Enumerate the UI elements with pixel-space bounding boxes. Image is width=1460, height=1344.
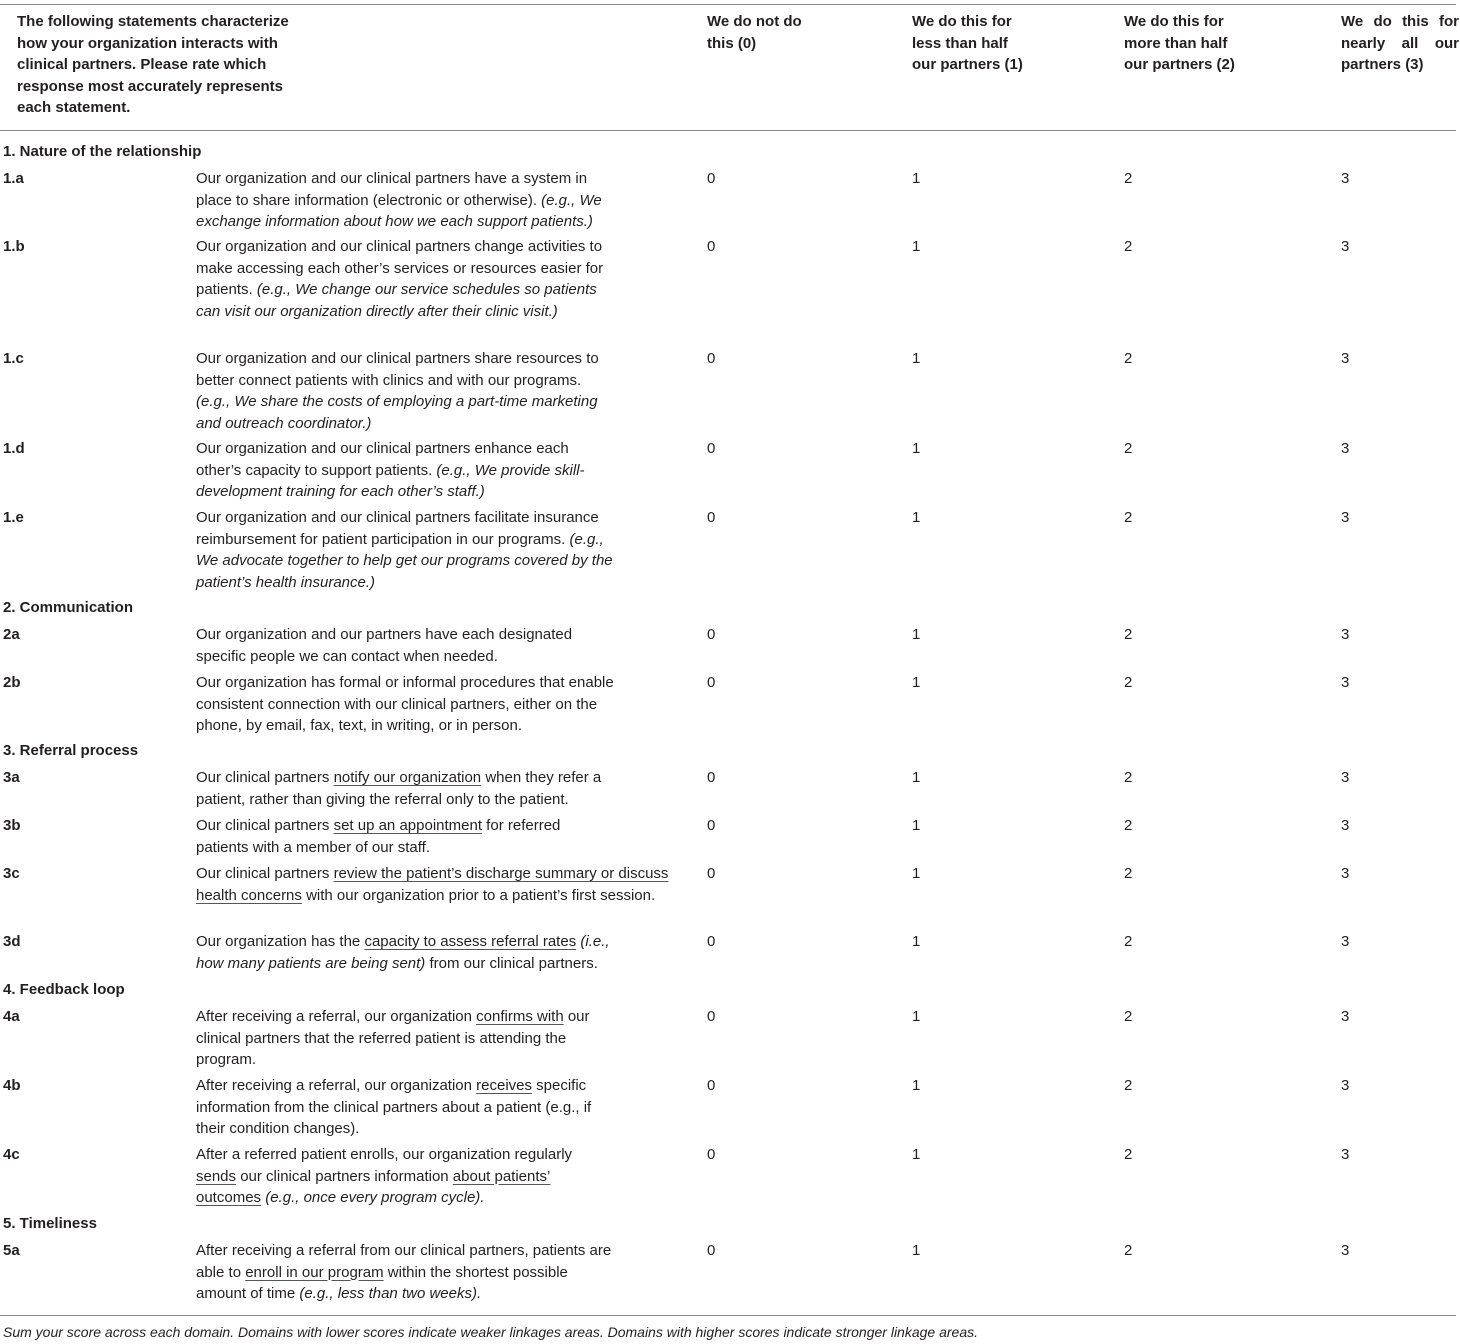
score-3-cell: 3 — [1341, 1242, 1350, 1259]
row-statement — [196, 438, 616, 503]
section-heading: 5. Timeliness — [3, 1215, 97, 1232]
row-id: 3c — [3, 865, 20, 882]
statement-text: when they refer a patient, rather than giving the referral only to the patient. — [196, 769, 602, 808]
statement-text: for referred patients with a member of our staff. — [196, 817, 561, 856]
row-id: 1.e — [3, 509, 24, 526]
score-0-cell: 0 — [707, 170, 716, 187]
statement-example: (e.g., less than two weeks). — [299, 1285, 482, 1302]
score-3-cell: 3 — [1341, 817, 1350, 834]
score-3-cell: 3 — [1341, 626, 1350, 643]
statement-text: Our organization and our clinical partners facilitate insurance reimbursement for patient participation in our programs. — [196, 509, 599, 548]
score-3-cell: 3 — [1341, 1077, 1350, 1094]
score-1-cell: 1 — [912, 1077, 921, 1094]
score-0-cell: 0 — [707, 350, 716, 367]
statement-text: Our organization and our clinical partners change activities to make accessing each other’s services or resources easier for patients. — [196, 238, 604, 298]
row-statement — [196, 863, 686, 906]
score-1-column-header: We do this for less than half our partners (1) — [912, 13, 1023, 73]
score-2-cell: 2 — [1124, 626, 1133, 643]
statement-text: Our organization and our partners have each designated specific people we can contact when needed. — [196, 626, 573, 665]
statement-emphasis: review the patient’s discharge summary or discuss health concerns — [196, 865, 669, 904]
statement-text: Our clinical partners — [196, 865, 334, 882]
score-0-cell: 0 — [707, 626, 716, 643]
score-1-cell: 1 — [912, 1242, 921, 1259]
row-statement — [196, 1144, 616, 1209]
score-0-cell: 0 — [707, 509, 716, 526]
score-2-cell: 2 — [1124, 170, 1133, 187]
statement-text: After a referred patient enrolls, our organization regularly — [196, 1146, 573, 1163]
statement-emphasis: notify our organization — [333, 769, 482, 786]
score-2-cell: 2 — [1124, 1008, 1133, 1025]
row-id: 4c — [3, 1146, 20, 1163]
score-0-cell: 0 — [707, 769, 716, 786]
row-statement — [196, 348, 616, 434]
statement-text: Our organization and our clinical partners enhance each other’s capacity to support patients. — [196, 440, 569, 479]
row-statement — [196, 168, 616, 233]
row-statement — [196, 1075, 616, 1140]
statement-example: (e.g., once every program cycle). — [265, 1189, 485, 1206]
section-heading: 4. Feedback loop — [3, 981, 125, 998]
statement-emphasis: about patients’ outcomes — [196, 1167, 551, 1206]
score-0-cell: 0 — [707, 674, 716, 691]
statement-text: from our clinical partners. — [425, 954, 598, 972]
score-1-cell: 1 — [912, 769, 921, 786]
score-0-cell: 0 — [707, 440, 716, 457]
score-2-cell: 2 — [1124, 817, 1133, 834]
section-heading: 2. Communication — [3, 599, 134, 616]
score-2-cell: 2 — [1124, 1146, 1133, 1163]
row-id: 3d — [3, 933, 21, 950]
score-0-cell: 0 — [707, 865, 716, 882]
statement-emphasis: set up an appointment — [333, 817, 483, 834]
score-1-cell: 1 — [912, 817, 921, 834]
statement-text: Our organization and our clinical partners have a system in place to share information (electronic or otherwise). — [196, 170, 588, 209]
statement-text: After receiving a referral, our organization — [196, 1077, 477, 1094]
score-3-cell: 3 — [1341, 170, 1350, 187]
statement-example: (e.g., We advocate together to help get our programs covered by the patient’s health insurance.) — [196, 530, 613, 591]
row-id: 1.a — [3, 170, 24, 187]
score-0-cell: 0 — [707, 933, 716, 950]
statement-text: our clinical partners information — [236, 1167, 453, 1185]
score-3-cell: 3 — [1341, 1008, 1350, 1025]
statement-text: Our organization and our clinical partners share resources to better connect patients with clinics and with our programs. — [196, 350, 599, 389]
statement-emphasis: confirms with — [476, 1008, 564, 1025]
score-2-cell: 2 — [1124, 1077, 1133, 1094]
statement-emphasis: capacity to assess referral rates — [364, 933, 577, 950]
score-3-cell: 3 — [1341, 350, 1350, 367]
score-1-cell: 1 — [912, 440, 921, 457]
score-3-column-header: We do this for nearly all our partners (3) — [1341, 13, 1459, 73]
score-1-cell: 1 — [912, 170, 921, 187]
score-0-cell: 0 — [707, 1146, 716, 1163]
statement-text: our clinical partners that the referred patient is attending the program. — [196, 1008, 590, 1068]
statement-example: (e.g., We exchange information about how we each support patients.) — [196, 191, 602, 230]
row-statement — [196, 236, 616, 322]
score-0-cell: 0 — [707, 817, 716, 834]
score-1-cell: 1 — [912, 509, 921, 526]
score-1-cell: 1 — [912, 1146, 921, 1163]
section-heading: 1. Nature of the relationship — [3, 143, 202, 160]
score-3-cell: 3 — [1341, 933, 1350, 950]
statement-emphasis: enroll in our program — [245, 1263, 384, 1281]
score-1-cell: 1 — [912, 626, 921, 643]
score-0-cell: 0 — [707, 1077, 716, 1094]
statement-text: Our clinical partners — [196, 769, 334, 786]
statement-example: (e.g., We share the costs of employing a part-time marketing and outreach coordinator.) — [196, 393, 598, 432]
statement-text: within the shortest possible amount of time — [196, 1263, 568, 1302]
score-0-cell: 0 — [707, 1242, 716, 1259]
score-1-cell: 1 — [912, 933, 921, 950]
score-2-cell: 2 — [1124, 509, 1133, 526]
statement-text: After receiving a referral from our clinical partners, patients are able to — [196, 1242, 612, 1281]
statement-text: specific information from the clinical partners about a patient (e.g., if their condition changes). — [196, 1077, 592, 1137]
statement-text: Our clinical partners — [196, 817, 334, 834]
score-2-cell: 2 — [1124, 440, 1133, 457]
statement-emphasis: sends — [196, 1167, 237, 1185]
statement-example: (e.g., We change our service schedules so patients can visit our organization directly after their clinic visit.) — [196, 281, 597, 320]
score-2-cell: 2 — [1124, 933, 1133, 950]
table-top-rule — [0, 4, 1456, 5]
statement-emphasis: receives — [476, 1077, 532, 1094]
score-1-cell: 1 — [912, 350, 921, 367]
score-1-cell: 1 — [912, 865, 921, 882]
score-2-cell: 2 — [1124, 1242, 1133, 1259]
statement-text: After receiving a referral, our organization — [196, 1008, 477, 1025]
score-2-column-header: We do this for more than half our partners (2) — [1124, 13, 1235, 73]
header-divider — [0, 130, 1456, 131]
score-0-cell: 0 — [707, 1008, 716, 1025]
row-id: 5a — [3, 1242, 20, 1259]
score-2-cell: 2 — [1124, 769, 1133, 786]
row-id: 3a — [3, 769, 20, 786]
row-statement — [196, 624, 616, 667]
table-footnote: Sum your score across each domain. Domains with lower scores indicate weaker linkages areas. Domains with higher scores indicate stronger linkage areas. — [3, 1324, 979, 1340]
statement-text: Our organization has formal or informal procedures that enable consistent connection with our clinical partners, either on the phone, by email, fax, text, in writing, or in person. — [196, 674, 614, 734]
row-id: 4a — [3, 1008, 20, 1025]
row-id: 3b — [3, 817, 21, 834]
score-2-cell: 2 — [1124, 238, 1133, 255]
row-statement — [196, 1006, 616, 1071]
row-statement — [196, 1240, 616, 1305]
statement-column-header: The following statements characterize how your organization interacts with clinical partners. Please rate which response most accurately represents each statement. — [17, 13, 289, 116]
statement-example: (i.e., how many patients are being sent) — [196, 933, 610, 972]
row-statement — [196, 507, 616, 593]
row-statement — [196, 815, 616, 858]
score-3-cell: 3 — [1341, 238, 1350, 255]
row-id: 2a — [3, 626, 20, 643]
statement-text: Our organization has the — [196, 933, 365, 950]
score-3-cell: 3 — [1341, 1146, 1350, 1163]
row-id: 1.d — [3, 440, 25, 457]
table-bottom-rule — [0, 1315, 1456, 1316]
row-statement — [196, 767, 616, 810]
score-0-cell: 0 — [707, 238, 716, 255]
score-3-cell: 3 — [1341, 769, 1350, 786]
score-2-cell: 2 — [1124, 674, 1133, 691]
score-1-cell: 1 — [912, 238, 921, 255]
row-id: 1.c — [3, 350, 24, 367]
row-id: 2b — [3, 674, 21, 691]
score-1-cell: 1 — [912, 674, 921, 691]
row-id: 4b — [3, 1077, 21, 1094]
score-3-cell: 3 — [1341, 865, 1350, 882]
score-3-cell: 3 — [1341, 674, 1350, 691]
score-2-cell: 2 — [1124, 865, 1133, 882]
statement-example: (e.g., We provide skill-development training for each other’s staff.) — [196, 461, 585, 500]
score-3-cell: 3 — [1341, 440, 1350, 457]
row-id: 1.b — [3, 238, 25, 255]
score-3-cell: 3 — [1341, 509, 1350, 526]
section-heading: 3. Referral process — [3, 742, 139, 759]
statement-text: with our organization prior to a patient’s first session. — [301, 886, 656, 904]
score-0-column-header: We do not do this (0) — [707, 13, 802, 52]
row-statement — [196, 672, 616, 737]
row-statement — [196, 931, 616, 974]
score-2-cell: 2 — [1124, 350, 1133, 367]
score-1-cell: 1 — [912, 1008, 921, 1025]
